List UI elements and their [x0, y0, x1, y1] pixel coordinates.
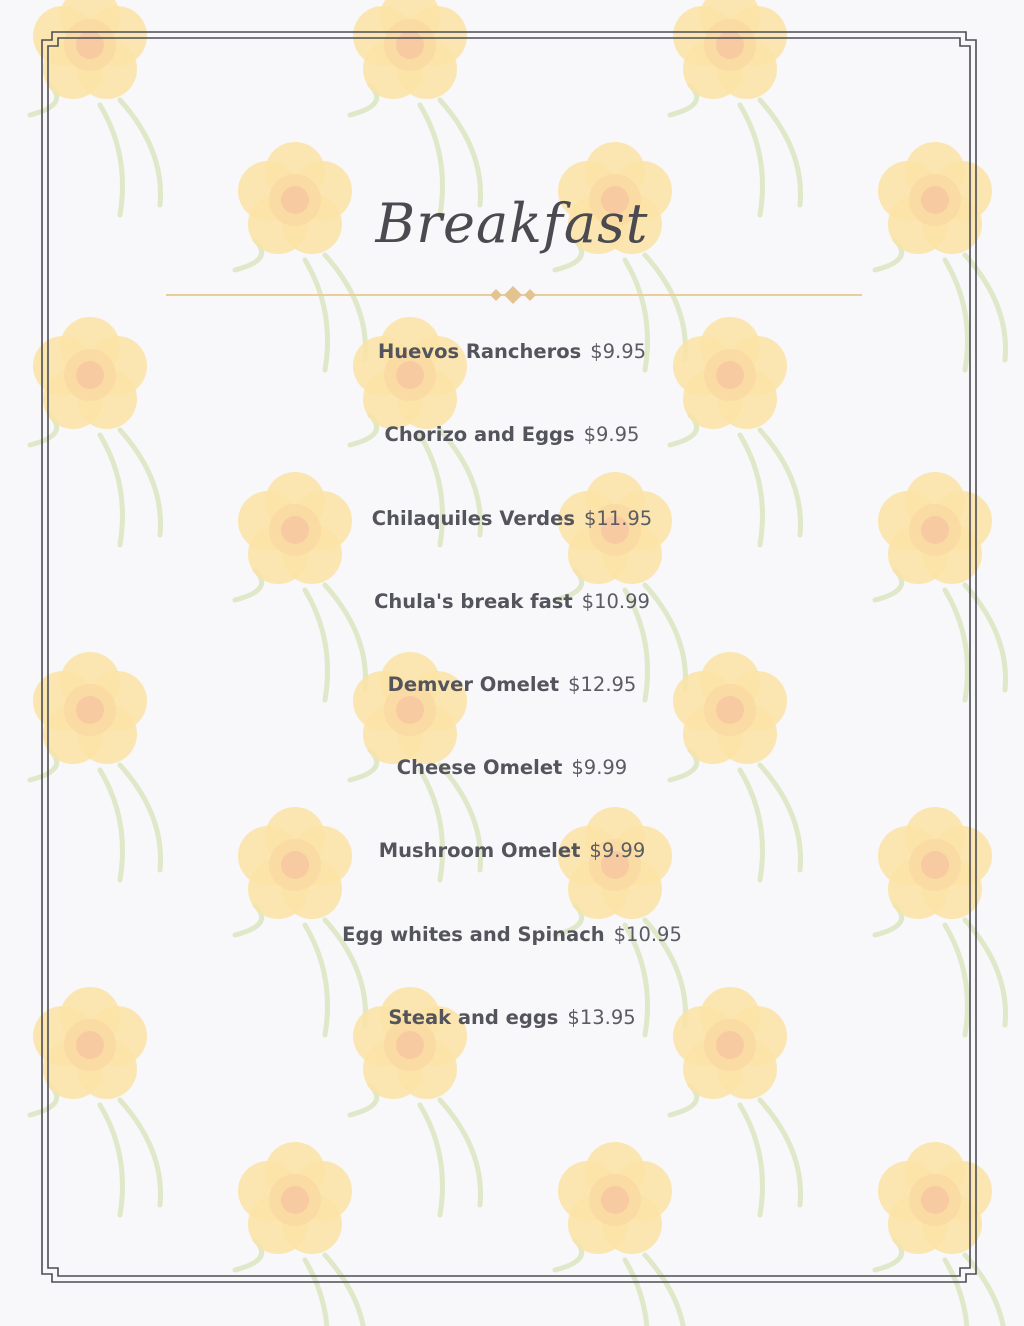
menu-title: Breakfast [375, 192, 649, 255]
menu-item-price: $13.95 [567, 1006, 636, 1029]
menu-item-price: $10.95 [613, 923, 682, 946]
menu-item [0, 923, 1024, 946]
menu-item-price: $9.99 [589, 839, 646, 862]
menu-item-name: Cheese Omelet [396, 756, 563, 779]
menu-item [0, 590, 1024, 613]
title-divider [166, 284, 862, 306]
menu-item-name: Demver Omelet [387, 673, 560, 696]
menu-item [0, 839, 1024, 862]
menu-item [0, 423, 1024, 446]
menu-item-name: Huevos Rancheros [377, 340, 582, 363]
menu-item-price: $9.95 [583, 423, 640, 446]
menu-item-name: Egg whites and Spinach [342, 923, 605, 946]
menu-item-name: Chorizo and Eggs [384, 423, 575, 446]
menu-item-price: $11.95 [583, 507, 653, 530]
menu-item-price: $9.99 [571, 756, 628, 779]
menu-item-name: Chula's break fast [374, 590, 573, 613]
menu-item [0, 340, 1024, 363]
menu-item-price: $9.95 [590, 340, 647, 363]
menu-item-name: Mushroom Omelet [378, 839, 581, 862]
menu-item-price: $10.99 [581, 590, 650, 613]
menu-item [0, 673, 1024, 696]
menu-item-name: Steak and eggs [388, 1006, 559, 1029]
menu-item [0, 756, 1024, 779]
menu-item [0, 507, 1024, 530]
menu-item-price: $12.95 [568, 673, 637, 696]
menu-item [0, 1006, 1024, 1029]
menu-item-name: Chilaquiles Verdes [371, 507, 575, 530]
